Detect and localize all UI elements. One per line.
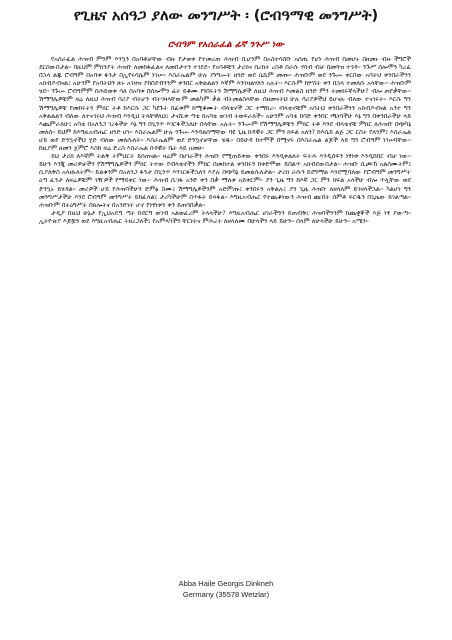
article-paragraph: የአሰራፈል ሕዝብ ምንም እንኳን በአባቶቻቸው ብዙ የታወቀ የተመረጠ ሕዝብ ቢሆንም በአስተሳሰቡ አሰጢ የሆነ ሕዝብ በመሆኑ በዘመኑ ብዙ ችግሮች ደርሰውበታል፡፡ በዚህም ምክንያት ሕዝቡ ለመከፋፈልና ለመበታተን ተገደደ፡፡ የአባቶቹን ታሪክና በረከት ረስቶ በራሱ ሃሳብ ብቻ በመጓዝ ተጎዳ፡፡ ንጉሥ ሰሎሞን ካረፈ በኋላ ልጁ ሮብዓም በአባቱ ፋንታ በኢየሩሳሌም ነገሠ፡፡ እስራኤልም ሁሉ ያነግሡት ዘንድ ወደ ሴኬም መጡ፡፡ ሕዝቡም ወደ ንጉሡ ቀርበው አባትህ ቀንበራችንን አክብዶብናል፤ አሁንም የአባትህን ጽኑ አገዛዝ ያከበደብንንም ቀንበር አቅልልልን እኛም እንገዛልሃለን አሉት፡፡ እርሱም ከሦስት ቀን በኋላ ተመለሱ አላቸው፡፡ ሕዝቡም ሄደ፡፡ ንጉሡ ሮብዓምም በሕይወቱ ሳለ በአባቱ በሰሎሞን ፊት ይቆሙ የነበሩትን ሽማግሌዎች ለዚህ ሕዝብ እመልስ ዘንድ ምን ትመክሩኛላችሁ? ብሎ ጠየቃቸው፡፡ ሽማግሌዎቹም ዛሬ ለዚህ ሕዝብ ባሪያ ብትሆን ብትገዛላቸውም መልካም ቃል ብትመልስላቸው በዘመናትህ ሁሉ ባሪያዎችህ ይሆናሉ ብለው ተናገሩት፡፡ እርሱ ግን ሽማግሌዎቹ የመከሩትን ምክር ትቶ ከእርሱ ጋር ካደጉት በፊቱም ከሚቆሙት ብላቴኖች ጋር ተማከረ፡፡ ብላቴኖቹም አባትህ ቀንበራችንን አክብዶብናል አንተ ግን አቅልልልን ብለው ለተናገሩህ ሕዝብ እንዲህ ትላቸዋለህ፤ ታናሺቱ ጣቴ ከአባቴ ወገብ ትወፍራለች፡፡ አሁንም አባቴ ከባድ ቀንበር ጫነባችሁ እኔ ግን በቀንበራችሁ ላይ እጨምራለሁ፤ አባቴ በአለንጋ ገረፋችሁ እኔ ግን በጊንጥ እገርፋችኋለሁ በላቸው አሉት፡፡ ንጉሡም የሽማግሌዎቹን ምክር ትቶ እንደ ብላቴኖቹ ምክር ለሕዝቡ በጭካኔ መለሰ፡፡ ይህም ከእግዚአብሔር ዘንድ ሆነ፡፡ እስራኤልም ሁሉ ንጉሡ እንዳልሰማቸው ባዩ ጊዜ ከዳዊት ጋር ምን ክፍል አለን? ከእሴይ ልጅ ጋር ርስት የለንም፤ እስራኤል ሆይ ወደ ድንኳኖችህ ሂድ ብለው መለሱለት፡፡ እስራኤልም ወደ ድንኳኖቻቸው ሄዱ፡፡ በይሁዳ ከተሞች በሚኖሩ በእስራኤል ልጆች ላይ ግን ሮብዓም ነገሠባቸው፡፡ ከዚያም ዘመን ጀምሮ እስከ ዛሬ ድረስ እስራኤል በዳዊት ቤት ላይ ዐመፀ፡፡ [39,55,411,153]
author-name: Abba Haile Georgis Dinkneh [178,579,274,588]
article-subtitle: ሮብዓም የአሰራፈል ፊኛ ንጉሥ ነው [167,40,285,50]
signature-block [0,578,452,600]
article-paragraph: ታዲያ በዚህ ሁኔታ የኢህአዴግ ጣት ከደርግ ወገብ አልወፈረም ትላላችሁ? እግዚአብሔር ሀገራችንን ይጠብቅ፤ ሕዝባችንንም ከጨቋኞች እጅ ነፃ ያውጣ፡፡ ኢትዮጵያ እጆቿን ወደ እግዚአብሔር ትዘረጋለች፤ የአምላካችን ቸርነትና ምሕረት ለዘላለሙ በሁላችን ላይ ይሁን፡፡ ሰላም ለሁላችሁ ይሁን፡፡ አሜን፡፡ [39,208,411,225]
article-paragraph: ይህ ታሪክ ለእኛም ትልቅ ትምህርት ይሰጠናል፡፡ ዛሬም በሀገራችን ሕዝቡ የሚጠይቀው ቀንበሩ እንዲቀልለት ፍትሕ እንዲሰፍን ነፃነቱ እንዲከበር ብቻ ነው፡፡ ይሁን እንጂ መሪዎቻችን የሽማግሌዎችን ምክር ትተው የብላቴኖችን ምክር በመከተል ቀንበሩን ከቀድሞው ይበልጥ አክብደውበታል፡፡ ሕዝቡ ሲጮኽ አልሰሙትም፤ ሲያለቅስ አላዘኑለትም፡፡ ይልቁንም በአለንጋ ፋንታ በጊንጥ እንገርፋችኋለን እያሉ በጭካኔ ይመልሱለታል፡፡ ታሪክ ራሱን ይደግማል እንደሚባለው የሮብዓም መንግሥት ዕጣ ፈንታ ለዛሬዎቹም ገዥዎች የማይቀር ነው፡፡ ሕዝብ ሲገፋ አንድ ቀን በቃ ማለቱ አይቀርም፡፡ ያን ጊዜ ግን ከእኛ ጋር ምን ክፍል አላችሁ ብሎ ጥሏቸው ወደ ድንኳኑ ይሄዳል፡፡ መሪዎች ሆይ የሕዝባችሁን ድምፅ ስሙ፤ ሽማግሌዎችንም አድምጡ፤ ቀንበሩን አቅልሉ፤ ያን ጊዜ ሕዝቡ ለዘላለም ይገዛላችኋል፡፡ ካልሆነ ግን መንግሥታችሁ እንደ ሮብዓም መንግሥት ይከፈላል፤ ታሪካችሁም በጥፋት ይጻፋል፡፡ እግዚአብሔር የተጨቆነውን ሕዝብ ጩኸት ሰምቶ ፍርዱን በጊዜው ይገልጣል፡፡ ሕዝቡም በትዕግሥት በጸሎትና በአንድነት ሆኖ የነፃነቱን ቀን ይጠባበቃል፡፡ [39,152,411,209]
article-body [39,55,411,575]
author-location: Germany (35578 Wetzlar) [182,590,270,599]
article-title: የጊዜና አሰዓጋ ያለው መንግሥት ፡ (ሮብዓማዊ መንግሥት) [73,8,379,24]
